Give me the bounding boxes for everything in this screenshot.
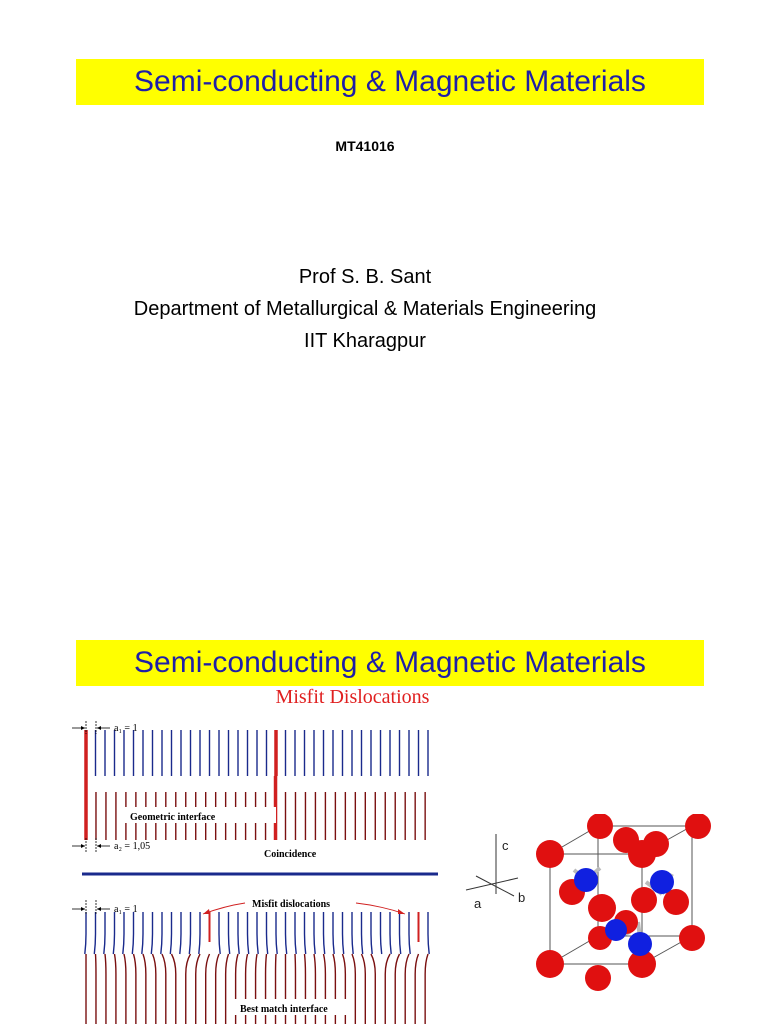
misfit-dislocations-label: Misfit dislocations xyxy=(252,899,331,910)
upper-lattice-line xyxy=(180,912,181,954)
upper-lattice-line xyxy=(333,912,334,954)
upper-lattice-line xyxy=(257,912,258,954)
upper-lattice-line xyxy=(229,912,230,954)
upper-lattice-line xyxy=(161,912,162,954)
upper-lattice-line xyxy=(113,912,114,954)
lower-lattice-line xyxy=(405,954,409,1024)
upper-lattice-line xyxy=(132,912,133,954)
upper-lattice-line xyxy=(104,912,105,954)
slide-title: Semi-conducting & Magnetic Materials xyxy=(76,640,704,686)
upper-lattice-line xyxy=(324,912,325,954)
upper-lattice-line xyxy=(170,912,171,954)
upper-lattice-line xyxy=(151,912,152,954)
lower-lattice-line xyxy=(134,954,136,1024)
axes-gizmo xyxy=(466,834,525,911)
a1-top-label: a₁ = 1 xyxy=(114,723,138,734)
upper-lattice-line xyxy=(314,912,315,954)
upper-lattice-line xyxy=(248,912,249,954)
cation-atom xyxy=(628,932,652,956)
upper-lattice-line xyxy=(390,912,391,954)
lower-lattice-line xyxy=(415,954,418,1024)
upper-lattice-line xyxy=(343,912,344,954)
a2-label: a₂ = 1,05 xyxy=(114,841,151,852)
geometric-interface-label: Geometric interface xyxy=(130,812,216,823)
lower-lattice-line xyxy=(153,954,156,1024)
upper-lattice-line xyxy=(286,912,287,954)
lower-lattice-line xyxy=(352,954,355,1024)
misfit-lattice-diagram xyxy=(60,716,450,1024)
upper-lattice-line xyxy=(267,912,268,954)
coincidence-label: Coincidence xyxy=(264,849,317,860)
upper-lattice-line xyxy=(85,912,86,954)
lower-lattice-line xyxy=(172,954,176,1024)
institute-name: IIT Kharagpur xyxy=(304,330,426,352)
upper-lattice-line xyxy=(142,912,143,954)
upper-lattice-line xyxy=(371,912,372,954)
lower-lattice-line xyxy=(206,954,210,1024)
lower-lattice-line xyxy=(362,954,366,1024)
author-block xyxy=(0,261,730,357)
upper-lattice-line xyxy=(276,912,277,954)
upper-lattice-line xyxy=(94,912,95,954)
lower-lattice-line xyxy=(196,954,200,1024)
anion-atom xyxy=(643,831,669,857)
axis-c-label: c xyxy=(502,838,509,853)
lower-lattice-line xyxy=(143,954,146,1024)
upper-lattice-line xyxy=(123,912,124,954)
spacing-marker-a2 xyxy=(72,838,150,852)
anion-atom xyxy=(679,925,705,951)
lower-lattice-line xyxy=(371,954,375,1024)
anion-atom xyxy=(631,887,657,913)
course-code: MT41016 xyxy=(335,138,395,154)
upper-lattice-line xyxy=(199,912,200,954)
lower-lattice-line xyxy=(115,954,116,1024)
lower-lattice-line xyxy=(105,954,106,1024)
cation-atom xyxy=(605,919,627,941)
anion-atom xyxy=(587,814,613,839)
slide-subtitle: Misfit Dislocations xyxy=(275,686,430,708)
upper-lattice-line xyxy=(362,912,363,954)
upper-lattice-line xyxy=(238,912,239,954)
anion-atom xyxy=(588,894,616,922)
upper-lattice-line xyxy=(400,912,401,954)
axis-a-label: a xyxy=(474,896,482,911)
lower-lattice-line xyxy=(395,954,399,1024)
cation-atom xyxy=(574,868,598,892)
upper-lattice-line xyxy=(305,912,306,954)
lower-lattice-line xyxy=(385,954,390,1024)
lower-lattice-line xyxy=(216,954,219,1024)
upper-lattice-line xyxy=(428,912,429,954)
a1-bottom-label: a₁ = 1 xyxy=(114,904,138,915)
lower-lattice-line xyxy=(186,954,191,1024)
axis-b-label: b xyxy=(518,890,526,905)
anion-atom xyxy=(585,965,611,991)
upper-lattice-line xyxy=(295,912,296,954)
upper-lattice-line xyxy=(189,912,190,954)
anion-atom xyxy=(613,827,639,853)
anion-atom xyxy=(685,814,711,839)
upper-lattice-line xyxy=(381,912,382,954)
top-lattice xyxy=(86,730,428,840)
upper-lattice-line xyxy=(219,912,220,954)
lower-lattice-line xyxy=(226,954,229,1024)
lower-lattice-line xyxy=(124,954,126,1024)
slide-2 xyxy=(0,620,768,1024)
upper-lattice-line xyxy=(409,912,410,954)
lower-lattice-line xyxy=(162,954,166,1024)
crystal-structure-diagram xyxy=(462,814,716,1024)
lower-lattice-line xyxy=(425,954,428,1024)
author-name: Prof S. B. Sant xyxy=(298,266,432,288)
best-match-label: Best match interface xyxy=(240,1004,328,1015)
anion-atom xyxy=(536,950,564,978)
upper-lattice-line xyxy=(352,912,353,954)
anion-atom xyxy=(536,840,564,868)
slide-title: Semi-conducting & Magnetic Materials xyxy=(76,59,704,105)
cation-atom xyxy=(650,870,674,894)
department-name: Department of Metallurgical & Materials Engineering xyxy=(133,298,597,320)
